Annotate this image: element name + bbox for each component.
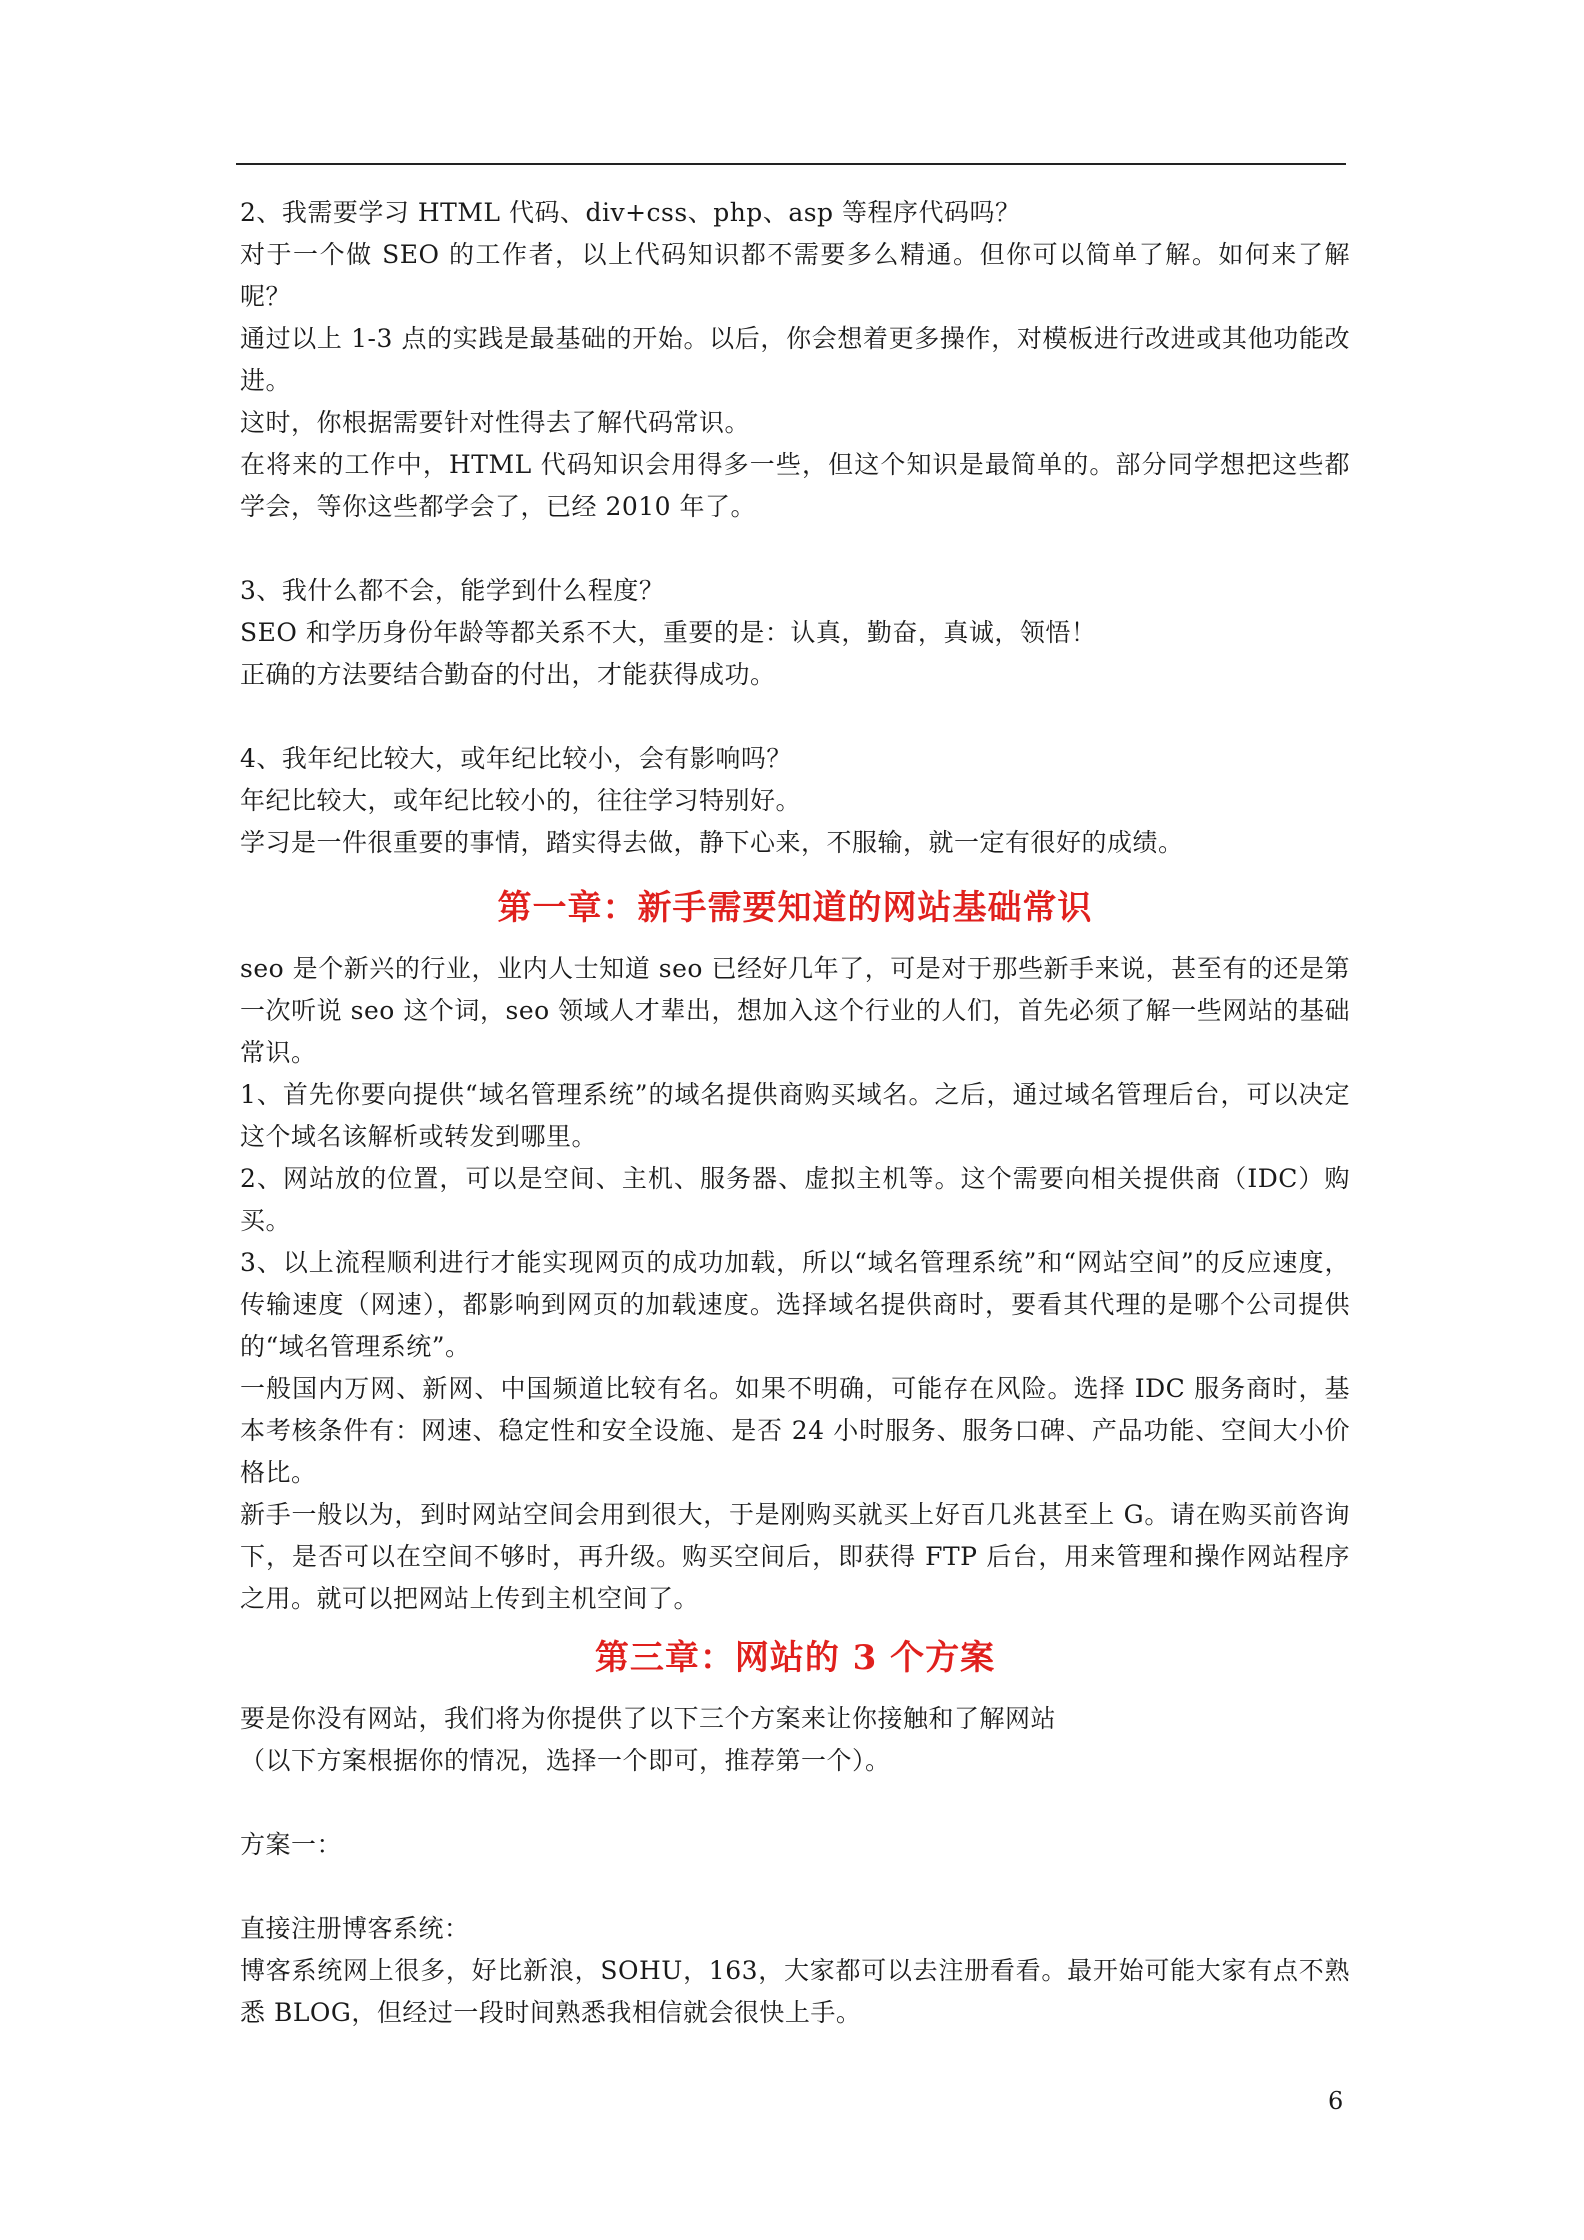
plan-1-label: 方案一： <box>240 1830 343 1859</box>
blank-line <box>240 1782 1350 1824</box>
blank-line <box>240 696 1350 738</box>
paragraph: （以下方案根据你的情况，选择一个即可，推荐第一个）。 <box>240 1746 891 1775</box>
page-content <box>240 192 1350 2034</box>
paragraph: 学习是一件很重要的事情，踏实得去做，静下心来，不服输，就一定有很好的成绩。 <box>240 828 1184 857</box>
paragraph: 3、以上流程顺利进行才能实现网页的成功加载，所以“域名管理系统”和“网站空间”的反应速度，传输速度（网速），都影响到网页的加载速度。选择域名提供商时，要看其代理的是哪个公司提供的“域名管理系统”。 <box>240 1248 1350 1361</box>
paragraph: 2、我需要学习 HTML 代码、div+css、php、asp 等程序代码吗？ <box>240 198 1021 227</box>
paragraph: 一般国内万网、新网、中国频道比较有名。如果不明确，可能存在风险。选择 IDC 服务商时，基本考核条件有：网速、稳定性和安全设施、是否 24 小时服务、服务口碑、产品功能、空间大小价格比。 <box>240 1374 1350 1487</box>
paragraph: 博客系统网上很多，好比新浪，SOHU，163，大家都可以去注册看看。最开始可能大家有点不熟悉 BLOG，但经过一段时间熟悉我相信就会很快上手。 <box>240 1956 1350 2027</box>
chapter-3-title: 第三章：网站的 3 个方案 <box>594 1638 996 1678</box>
header-rule <box>236 163 1346 165</box>
paragraph: 3、我什么都不会，能学到什么程度？ <box>240 576 665 605</box>
paragraph: 直接注册博客系统： <box>240 1914 470 1943</box>
chapter-3-body <box>240 1698 1350 2034</box>
page-number: 6 <box>1328 2087 1344 2115</box>
paragraph: 通过以上 1-3 点的实践是最基础的开始。以后，你会想着更多操作，对模板进行改进或其他功能改进。 <box>240 324 1350 395</box>
paragraph: 4、我年纪比较大，或年纪比较小，会有影响吗？ <box>240 744 792 773</box>
paragraph: 新手一般以为，到时网站空间会用到很大，于是刚购买就买上好百几兆甚至上 G。请在购买前咨询下，是否可以在空间不够时，再升级。购买空间后，即获得 FTP 后台，用来管理和操作网站程序之用。就可以把网站上传到主机空间了。 <box>240 1500 1350 1613</box>
paragraph: 要是你没有网站，我们将为你提供了以下三个方案来让你接触和了解网站 <box>240 1704 1057 1733</box>
faq-age-section <box>240 738 1350 864</box>
paragraph: SEO 和学历身份年龄等都关系不大，重要的是：认真，勤奋，真诚，领悟！ <box>240 618 1097 647</box>
faq-code-section <box>240 192 1350 528</box>
chapter-1-title: 第一章：新手需要知道的网站基础常识 <box>497 888 1093 928</box>
chapter-1-body <box>240 948 1350 1620</box>
paragraph: seo 是个新兴的行业，业内人士知道 seo 已经好几年了，可是对于那些新手来说，甚至有的还是第一次听说 seo 这个词，seo 领域人才辈出，想加入这个行业的人们，首先必须了解一些网站的基础常识。 <box>240 954 1350 1067</box>
faq-level-section <box>240 570 1350 696</box>
paragraph: 年纪比较大，或年纪比较小的，往往学习特别好。 <box>240 786 802 815</box>
paragraph: 2、网站放的位置，可以是空间、主机、服务器、虚拟主机等。这个需要向相关提供商（IDC）购买。 <box>240 1164 1350 1235</box>
paragraph: 在将来的工作中，HTML 代码知识会用得多一些，但这个知识是最简单的。部分同学想把这些都学会，等你这些都学会了，已经 2010 年了。 <box>240 450 1350 521</box>
paragraph: 1、首先你要向提供“域名管理系统”的域名提供商购买域名。之后，通过域名管理后台，可以决定这个域名该解析或转发到哪里。 <box>240 1080 1350 1151</box>
blank-line <box>240 528 1350 570</box>
blank-line <box>240 1866 1350 1908</box>
paragraph: 正确的方法要结合勤奋的付出，才能获得成功。 <box>240 660 776 689</box>
paragraph: 这时，你根据需要针对性得去了解代码常识。 <box>240 408 751 437</box>
paragraph: 对于一个做 SEO 的工作者，以上代码知识都不需要多么精通。但你可以简单了解。如何来了解呢？ <box>240 240 1350 311</box>
